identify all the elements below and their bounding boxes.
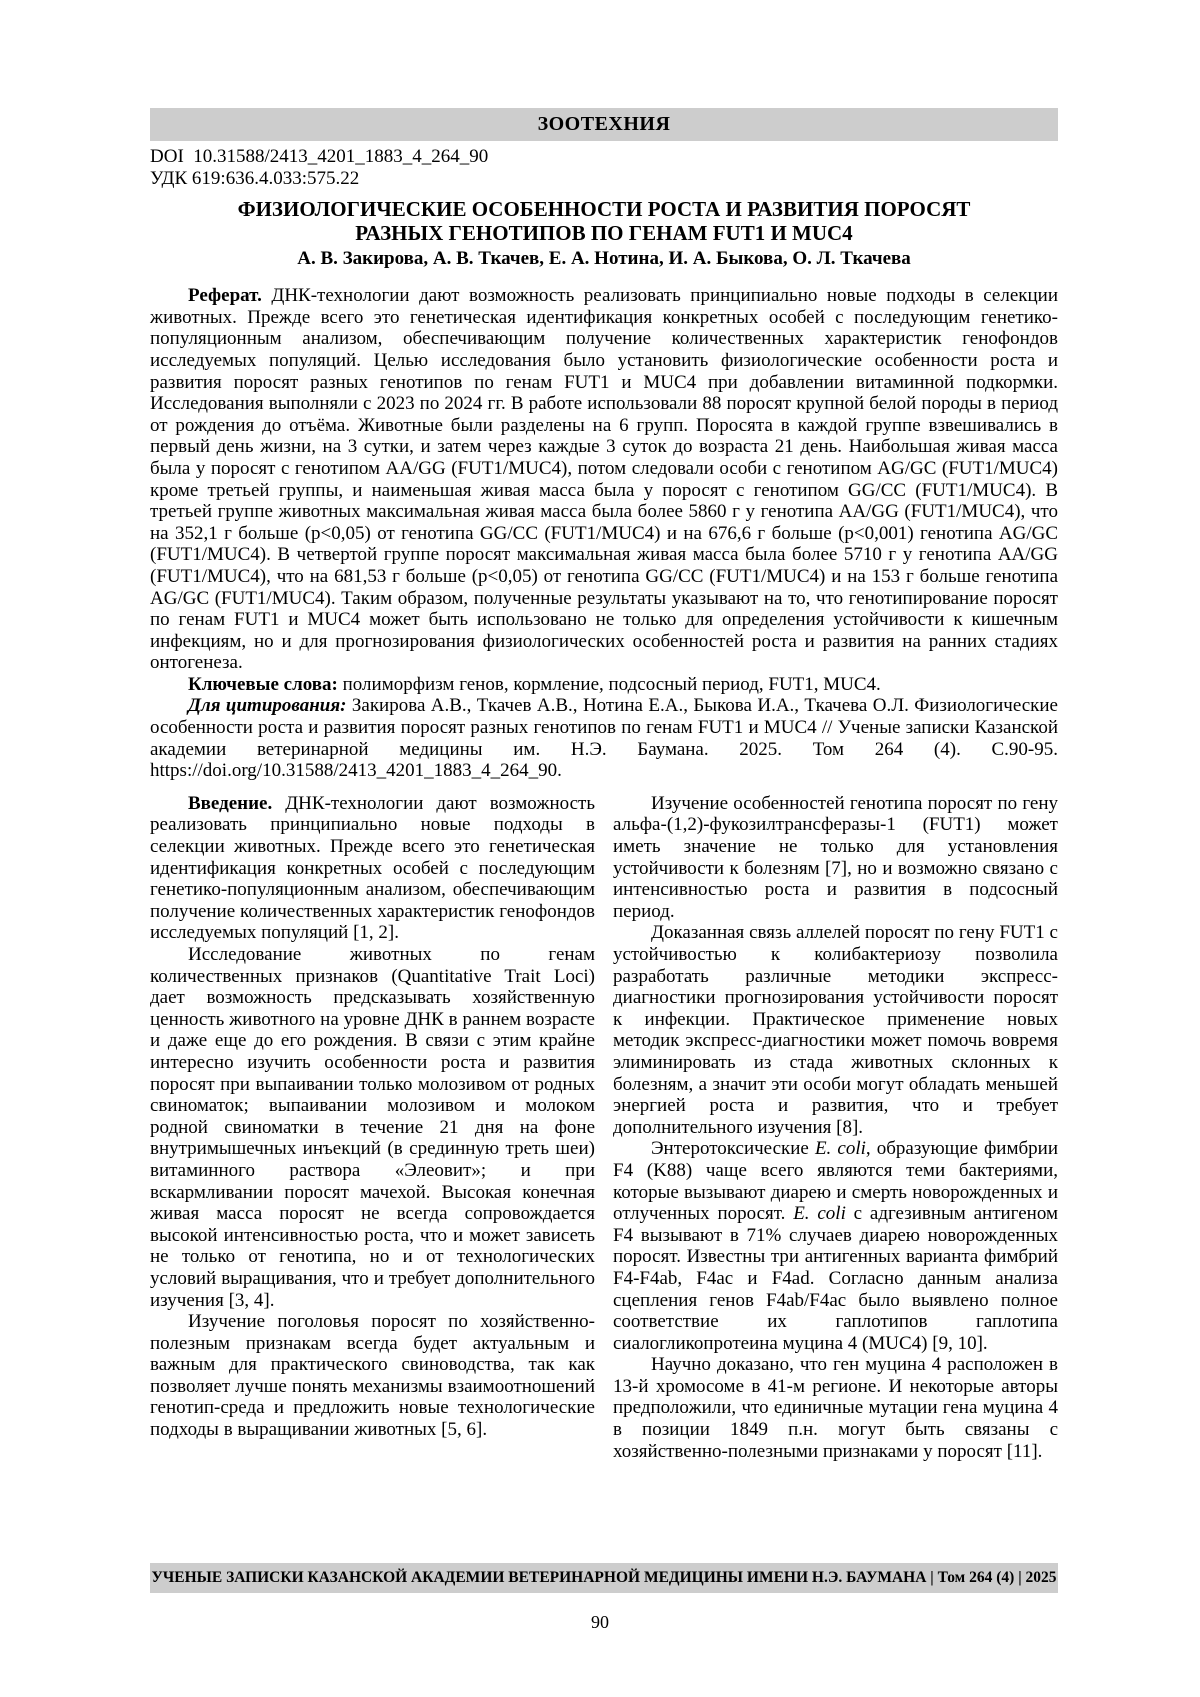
keywords-text: полиморфизм генов, кормление, подсосный период, FUT1, MUC4. (337, 673, 881, 695)
abstract-text: ДНК-технологии дают возможность реализовать принципиально новые подходы в селекции животных. Прежде всего это генетическая идентификация конкретных особей с последующим генетико-популяционным анализом, обеспечивающим получение количественных характеристик генофондов исследуемых популяций. Целью исследования было установить физиологические особенности роста и развития поросят разных генотипов по генам FUT1 и MUC4 при добавлении витаминной подкормки. Исследования выполняли с 2023 по 2024 гг. В работе использовали 88 поросят крупной белой породы в период от рождения до отъёма. Животные были разделены на 6 групп. Поросята в каждой группе взвешивались в первый день жизни, на 3 сутки, и затем через каждые 3 суток до возраста 21 день. Наибольшая живая масса была у поросят с генотипом AA/GG (FUT1/MUC4), потом следовали особи с генотипом AG/GC (FUT1/MUC4) кроме третьей группы, и наименьшая живая масса была у поросят с генотипом GG/CC (FUT1/MUC4). В третьей группе животных максимальная живая масса была более 5860 г у генотипа AA/GG (FUT1/MUC4), что на 352,1 г больше (p<0,05) от генотипа GG/CC (FUT1/MUC4) и на 676,6 г больше (p<0,001) генотипа AG/GC (FUT1/MUC4). В четвертой группе поросят максимальная живая масса была более 5710 г у генотипа AA/GG (FUT1/MUC4), что на 681,53 г больше (p<0,05) от генотипа GG/CC (FUT1/MUC4) и на 153 г больше генотипа AG/GC (FUT1/MUC4). Таким образом, полученные результаты указывают на то, что генотипирование поросят по генам FUT1 и MUC4 может быть использовано не только для определения устойчивости к кишечным инфекциям, но и для прогнозирования физиологических особенностей роста и развития на ранних стадиях онтогенеза. (150, 285, 1058, 674)
page-number: 90 (591, 1612, 609, 1632)
paragraph (150, 944, 595, 1311)
udk-line: УДК 619:636.4.033:575.22 (150, 167, 360, 189)
paragraph (613, 922, 1058, 1138)
abstract-label: Реферат. (188, 285, 262, 307)
abstract-block (150, 285, 1058, 782)
paragraph (613, 1354, 1058, 1462)
article-title-line1: ФИЗИОЛОГИЧЕСКИЕ ОСОБЕННОСТИ РОСТА И РАЗВИТИЯ ПОРОСЯТ (237, 197, 971, 222)
text-segment: с адгезивным антигеном F4 вызывают в 71% случаев диарею новорожденных поросят. Известны три антигенных варианта фимбрий F4-F4ab, F4ac и F4ad. Согласно данным анализа сцепления генов F4ab/F4ac было выявлено полное соответствие их гаплотипов гаплотипа сиалогликопротеина муцина 4 (MUC4) [9, 10]. (613, 1203, 1058, 1354)
text-segment: E. coli (793, 1203, 846, 1225)
keywords-paragraph (150, 674, 1058, 696)
text-segment: E. coli (814, 1138, 866, 1160)
text-segment: Научно доказано, что ген муцина 4 расположен в 13-й хромосоме в 41-м регионе. И некоторые авторы предположили, что единичные мутации гена муцина 4 в позиции 1849 п.н. могут быть связаны с хозяйственно-полезными признаками у поросят [11]. (613, 1354, 1058, 1462)
doi-line: DOI 10.31588/2413_4201_1883_4_264_90 (150, 146, 489, 167)
left-column (150, 793, 595, 1462)
paragraph (150, 793, 595, 944)
citation-paragraph (150, 695, 1058, 781)
paragraph (150, 1311, 595, 1441)
section-header-label: ЗООТЕХНИЯ (537, 113, 671, 135)
section-header-band (150, 108, 1058, 141)
article-title-line2: РАЗНЫХ ГЕНОТИПОВ ПО ГЕНАМ FUT1 И MUC4 (355, 221, 853, 246)
abstract-paragraph (150, 285, 1058, 674)
right-column (613, 793, 1058, 1462)
footer-journal-label: УЧЕНЫЕ ЗАПИСКИ КАЗАНСКОЙ АКАДЕМИИ ВЕТЕРИНАРНОЙ МЕДИЦИНЫ ИМЕНИ Н.Э. БАУМАНА | Том 264 (4) | 2025 (151, 1569, 1057, 1586)
authors-line: А. В. Закирова, А. В. Ткачев, Е. А. Нотина, И. А. Быкова, О. Л. Ткачева (297, 248, 911, 270)
text-segment: , образующие фимбрии F4 (K88) чаще всего являются теми бактериями, которые вызывают диарею и смерть новорожденных и отлученных поросят. (613, 1138, 1058, 1225)
citation-text: Закирова А.В., Ткачев А.В., Нотина Е.А., Быкова И.А., Ткачева О.Л. Физиологические особенности роста и развития поросят разных генотипов по генам FUT1 и MUC4 // Ученые записки Казанской академии ветеринарной медицины им. Н.Э. Баумана. 2025. Том 264 (4). С.90-95. https://doi.org/10.31588/2413_4201_1883_4_264_90. (150, 695, 1058, 782)
keywords-label: Ключевые слова: (188, 673, 338, 695)
text-segment: Введение. (188, 792, 273, 814)
footer-band (150, 1563, 1058, 1593)
article-title (150, 197, 1058, 245)
text-segment: Доказанная связь аллелей поросят по гену FUT1 с устойчивостью к колибактериозу позволила разработать различные методики экспресс-диагностики прогнозирования устойчивости поросят к инфекции. Практическое применение новых методик экспресс-диагностики может помочь вовремя элиминировать из стада животных склонных к болезням, а значит эти особи могут обладать меньшей энергией роста и развития, что и требует дополнительного изучения [8]. (613, 922, 1058, 1138)
article-content (150, 146, 1058, 1462)
paragraph (613, 1138, 1058, 1354)
text-segment: Исследование животных по генам количественных признаков (Quantitative Trait Loci) дает возможность предсказывать хозяйственную ценность животного на уровне ДНК в раннем возрасте и даже еще до его рождения. В связи с этим крайне интересно изучить особенности роста и развития поросят при выпаивании только молозивом от родных свиноматок; выпаивании молозивом и молоком родной свиноматки в течение 21 дня на фоне внутримышечных инъекций (в срединную треть шеи) витаминного раствора «Элеовит»; и при вскармливании поросят мачехой. Высокая конечная живая масса поросят не всегда сопровождается высокой интенсивностью роста, что и может зависеть не только от генотипа, но и от технологических условий выращивания, что и требует дополнительного изучения [3, 4]. (150, 944, 595, 1311)
body-columns (150, 793, 1058, 1462)
text-segment: Изучение особенностей генотипа поросят по гену альфа-(1,2)-фукозилтрансферазы-1 (FUT1) может иметь значение не только для установления устойчивости к болезням [7], но и возможно связано с интенсивностью роста и развития в подсосный период. (613, 792, 1058, 922)
text-segment: ДНК-технологии дают возможность реализовать принципиально новые подходы в селекции животных. Прежде всего это генетическая идентификация конкретных особей с последующим генетико-популяционным анализом, обеспечивающим получение количественных характеристик генофондов исследуемых популяций [1, 2]. (150, 792, 595, 944)
text-segment: Энтеротоксические (651, 1138, 815, 1160)
citation-label: Для цитирования: (188, 695, 347, 717)
text-segment: Изучение поголовья поросят по хозяйственно-полезным признакам всегда будет актуальным и важным для практического свиноводства, так как позволяет лучше понять механизмы взаимоотношений генотип-среда и предложить новые технологические подходы в выращивании животных [5, 6]. (150, 1311, 595, 1441)
paragraph (613, 793, 1058, 923)
